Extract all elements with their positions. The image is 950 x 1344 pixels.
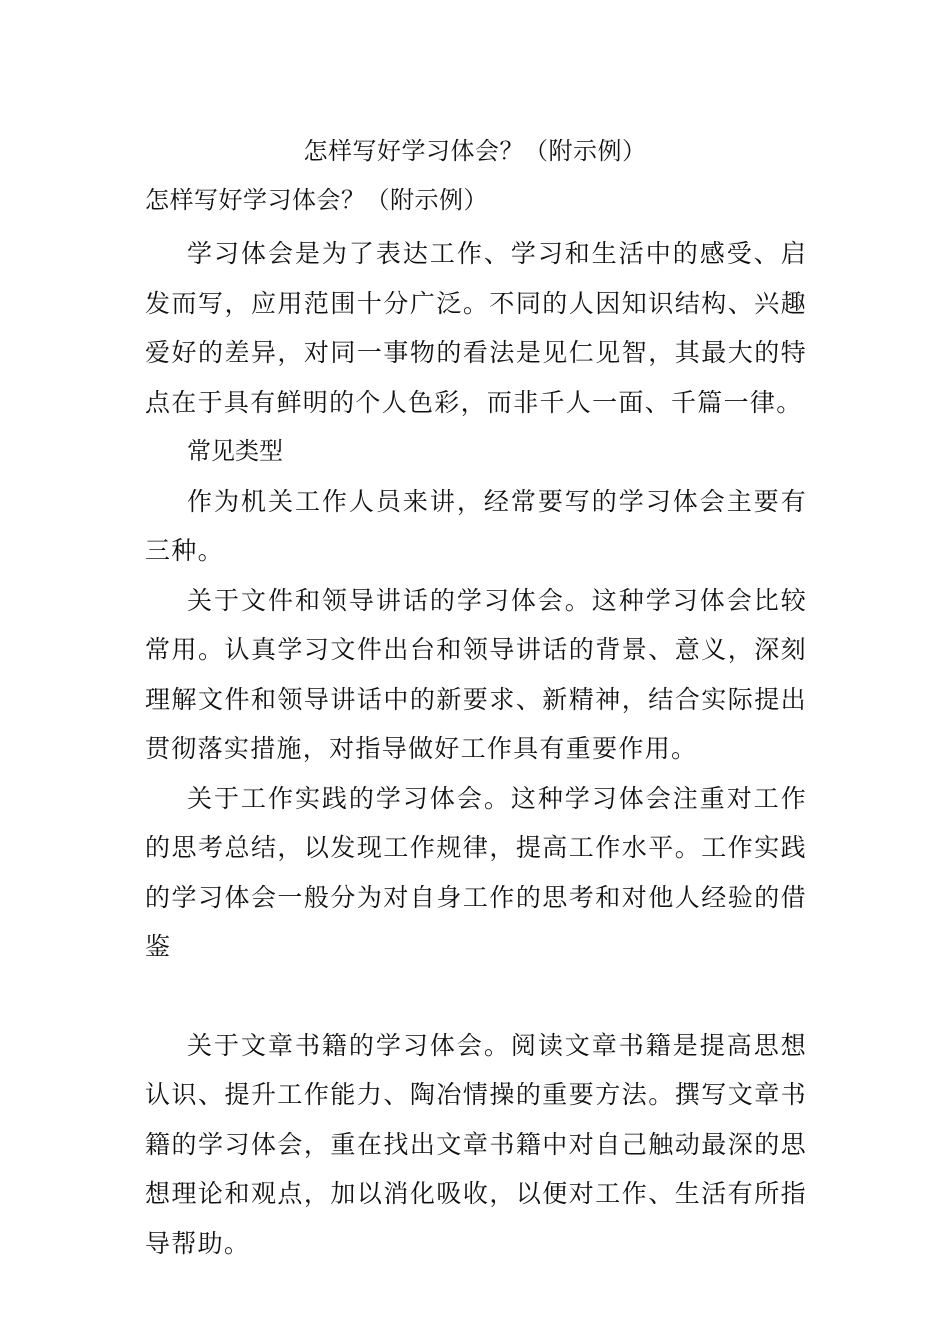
document-subtitle: 怎样写好学习体会？（附示例）	[145, 186, 488, 214]
paragraph-intro: 学习体会是为了表达工作、学习和生活中的感受、启发而写，应用范围十分广泛。不同的人因知识结构、兴趣爱好的差异，对同一事物的看法是见仁见智，其最大的特点在于具有鲜明的个人色彩，而非千人一面、千篇一律。	[145, 239, 807, 417]
paragraph-type-books: 关于文章书籍的学习体会。阅读文章书籍是提高思想认识、提升工作能力、陶冶情操的重要方法。撰写文章书籍的学习体会，重在找出文章书籍中对自己触动最深的思想理论和观点，加以消化吸收，以便对工作、生活有所指导帮助。	[145, 1030, 807, 1258]
section-heading-types: 常见类型	[187, 437, 283, 465]
paragraph-types-intro: 作为机关工作人员来讲，经常要写的学习体会主要有三种。	[145, 486, 807, 565]
document-title: 怎样写好学习体会？（附示例）	[303, 137, 647, 165]
document-body	[145, 229, 807, 1268]
paragraph-type-practice: 关于工作实践的学习体会。这种学习体会注重对工作的思考总结，以发现工作规律，提高工作水平。工作实践的学习体会一般分为对自身工作的思考和对他人经验的借鉴	[145, 783, 807, 961]
paragraph-gap	[145, 972, 807, 1021]
paragraph-type-documents: 关于文件和领导讲话的学习体会。这种学习体会比较常用。认真学习文件出台和领导讲话的背景、意义，深刻理解文件和领导讲话中的新要求、新精神，结合实际提出贯彻落实措施，对指导做好工作具有重要作用。	[145, 585, 807, 763]
